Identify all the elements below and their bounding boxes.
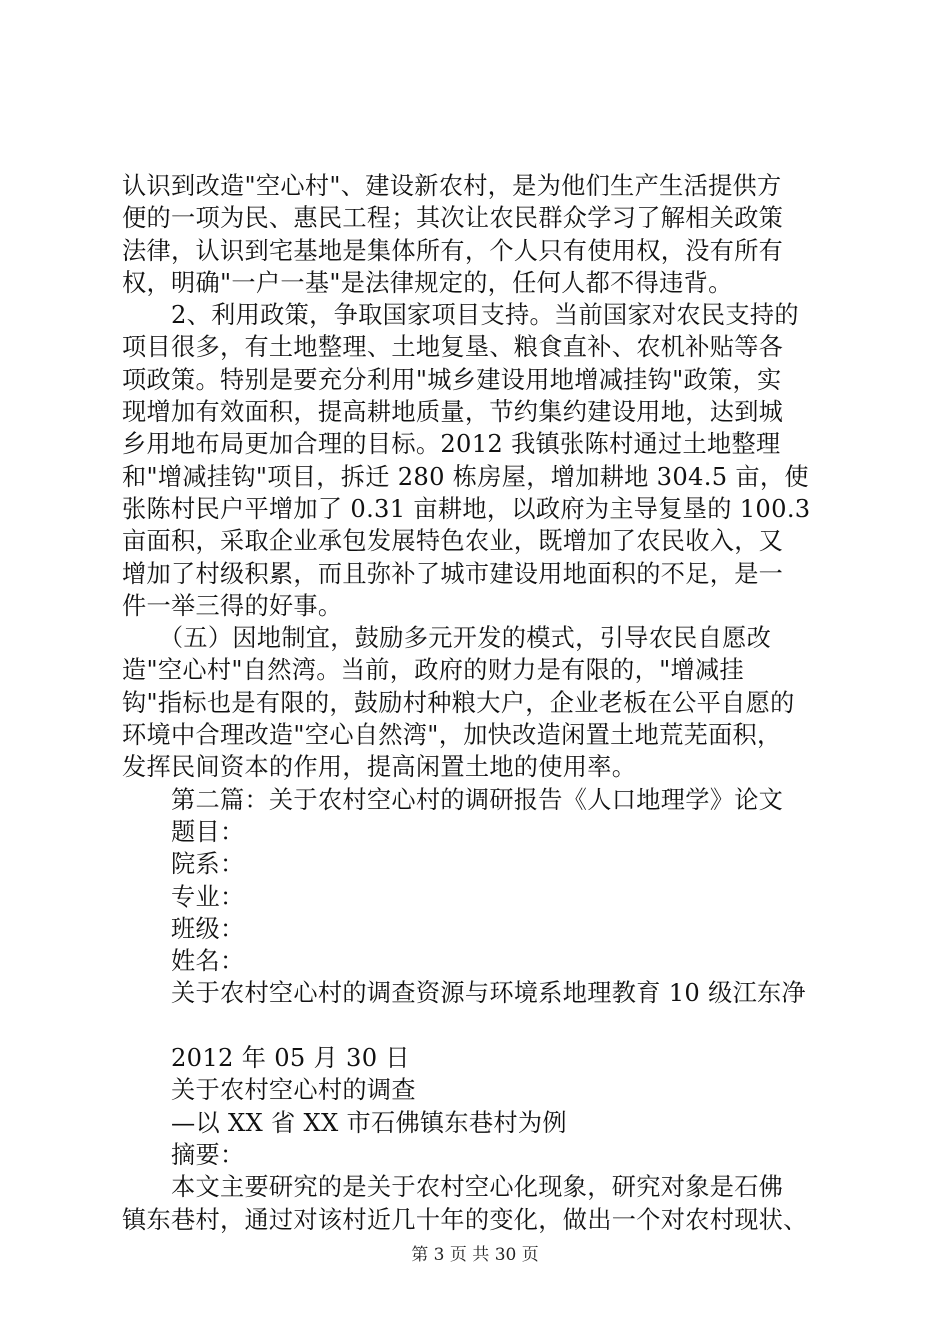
section-heading: 第二篇：关于农村空心村的调研报告《人口地理学》论文	[122, 785, 784, 814]
text-line: 关于农村空心村的调查资源与环境系地理教育 10 级江东净	[122, 979, 807, 1008]
text-line: （五）因地制宜，鼓励多元开发的模式，引导农民自愿改	[122, 624, 772, 653]
text-line: 张陈村民户平增加了 0.31 亩耕地，以政府为主导复垦的 100.3	[122, 494, 811, 523]
text-line: 件一举三得的好事。	[122, 591, 343, 620]
text-line: 镇东巷村，通过对该村近几十年的变化，做出一个对农村现状、	[122, 1205, 808, 1234]
blank-line	[122, 1010, 834, 1042]
text-line: 项目很多，有土地整理、土地复垦、粮食直补、农机补贴等各	[122, 333, 784, 362]
text-line: 本文主要研究的是关于农村空心化现象，研究对象是石佛	[122, 1173, 784, 1202]
form-field-name: 姓名：	[122, 947, 245, 976]
page-number: 第 3 页 共 30 页	[411, 1245, 539, 1265]
form-field-title: 题目：	[122, 817, 245, 846]
form-field-class: 班级：	[122, 914, 245, 943]
paper-subtitle: —以 XX 省 XX 市石佛镇东巷村为例	[122, 1108, 567, 1137]
text-line: 亩面积，采取企业承包发展特色农业，既增加了农民收入，又	[122, 527, 784, 556]
form-field-major: 专业：	[122, 882, 245, 911]
text-line: 权，明确"一户一基"是法律规定的，任何人都不得违背。	[122, 268, 733, 297]
text-line: 便的一项为民、惠民工程；其次让农民群众学习了解相关政策	[122, 204, 784, 233]
paper-title: 关于农村空心村的调查	[122, 1076, 416, 1105]
text-line: 钩"指标也是有限的，鼓励村种粮大户，企业老板在公平自愿的	[122, 688, 795, 717]
text-line: 造"空心村"自然湾。当前，政府的财力是有限的，"增减挂	[122, 656, 744, 685]
document-body	[122, 170, 834, 1236]
text-line: 环境中合理改造"空心自然湾"，加快改造闲置土地荒芜面积，	[122, 721, 782, 750]
text-line: 项政策。特别是要充分利用"城乡建设用地增减挂钩"政策，实	[122, 365, 782, 394]
text-line: 增加了村级积累，而且弥补了城市建设用地面积的不足，是一	[122, 559, 784, 588]
text-line: 和"增减挂钩"项目，拆迁 280 栋房屋，增加耕地 304.5 亩，使	[122, 462, 809, 491]
text-line: 认识到改造"空心村"、建设新农村，是为他们生产生活提供方	[122, 172, 782, 200]
abstract-label: 摘要：	[122, 1140, 245, 1169]
text-line: 现增加有效面积，提高耕地质量，节约集约建设用地，达到城	[122, 398, 784, 427]
form-field-department: 院系：	[122, 850, 245, 879]
text-line: 2、利用政策，争取国家项目支持。当前国家对农民支持的	[122, 301, 799, 330]
text-line: 乡用地布局更加合理的目标。2012 我镇张陈村通过土地整理	[122, 430, 781, 459]
text-line: 法律，认识到宅基地是集体所有，个人只有使用权，没有所有	[122, 236, 784, 265]
date-line: 2012 年 05 月 30 日	[122, 1044, 410, 1073]
text-line: 发挥民间资本的作用，提高闲置土地的使用率。	[122, 753, 637, 782]
